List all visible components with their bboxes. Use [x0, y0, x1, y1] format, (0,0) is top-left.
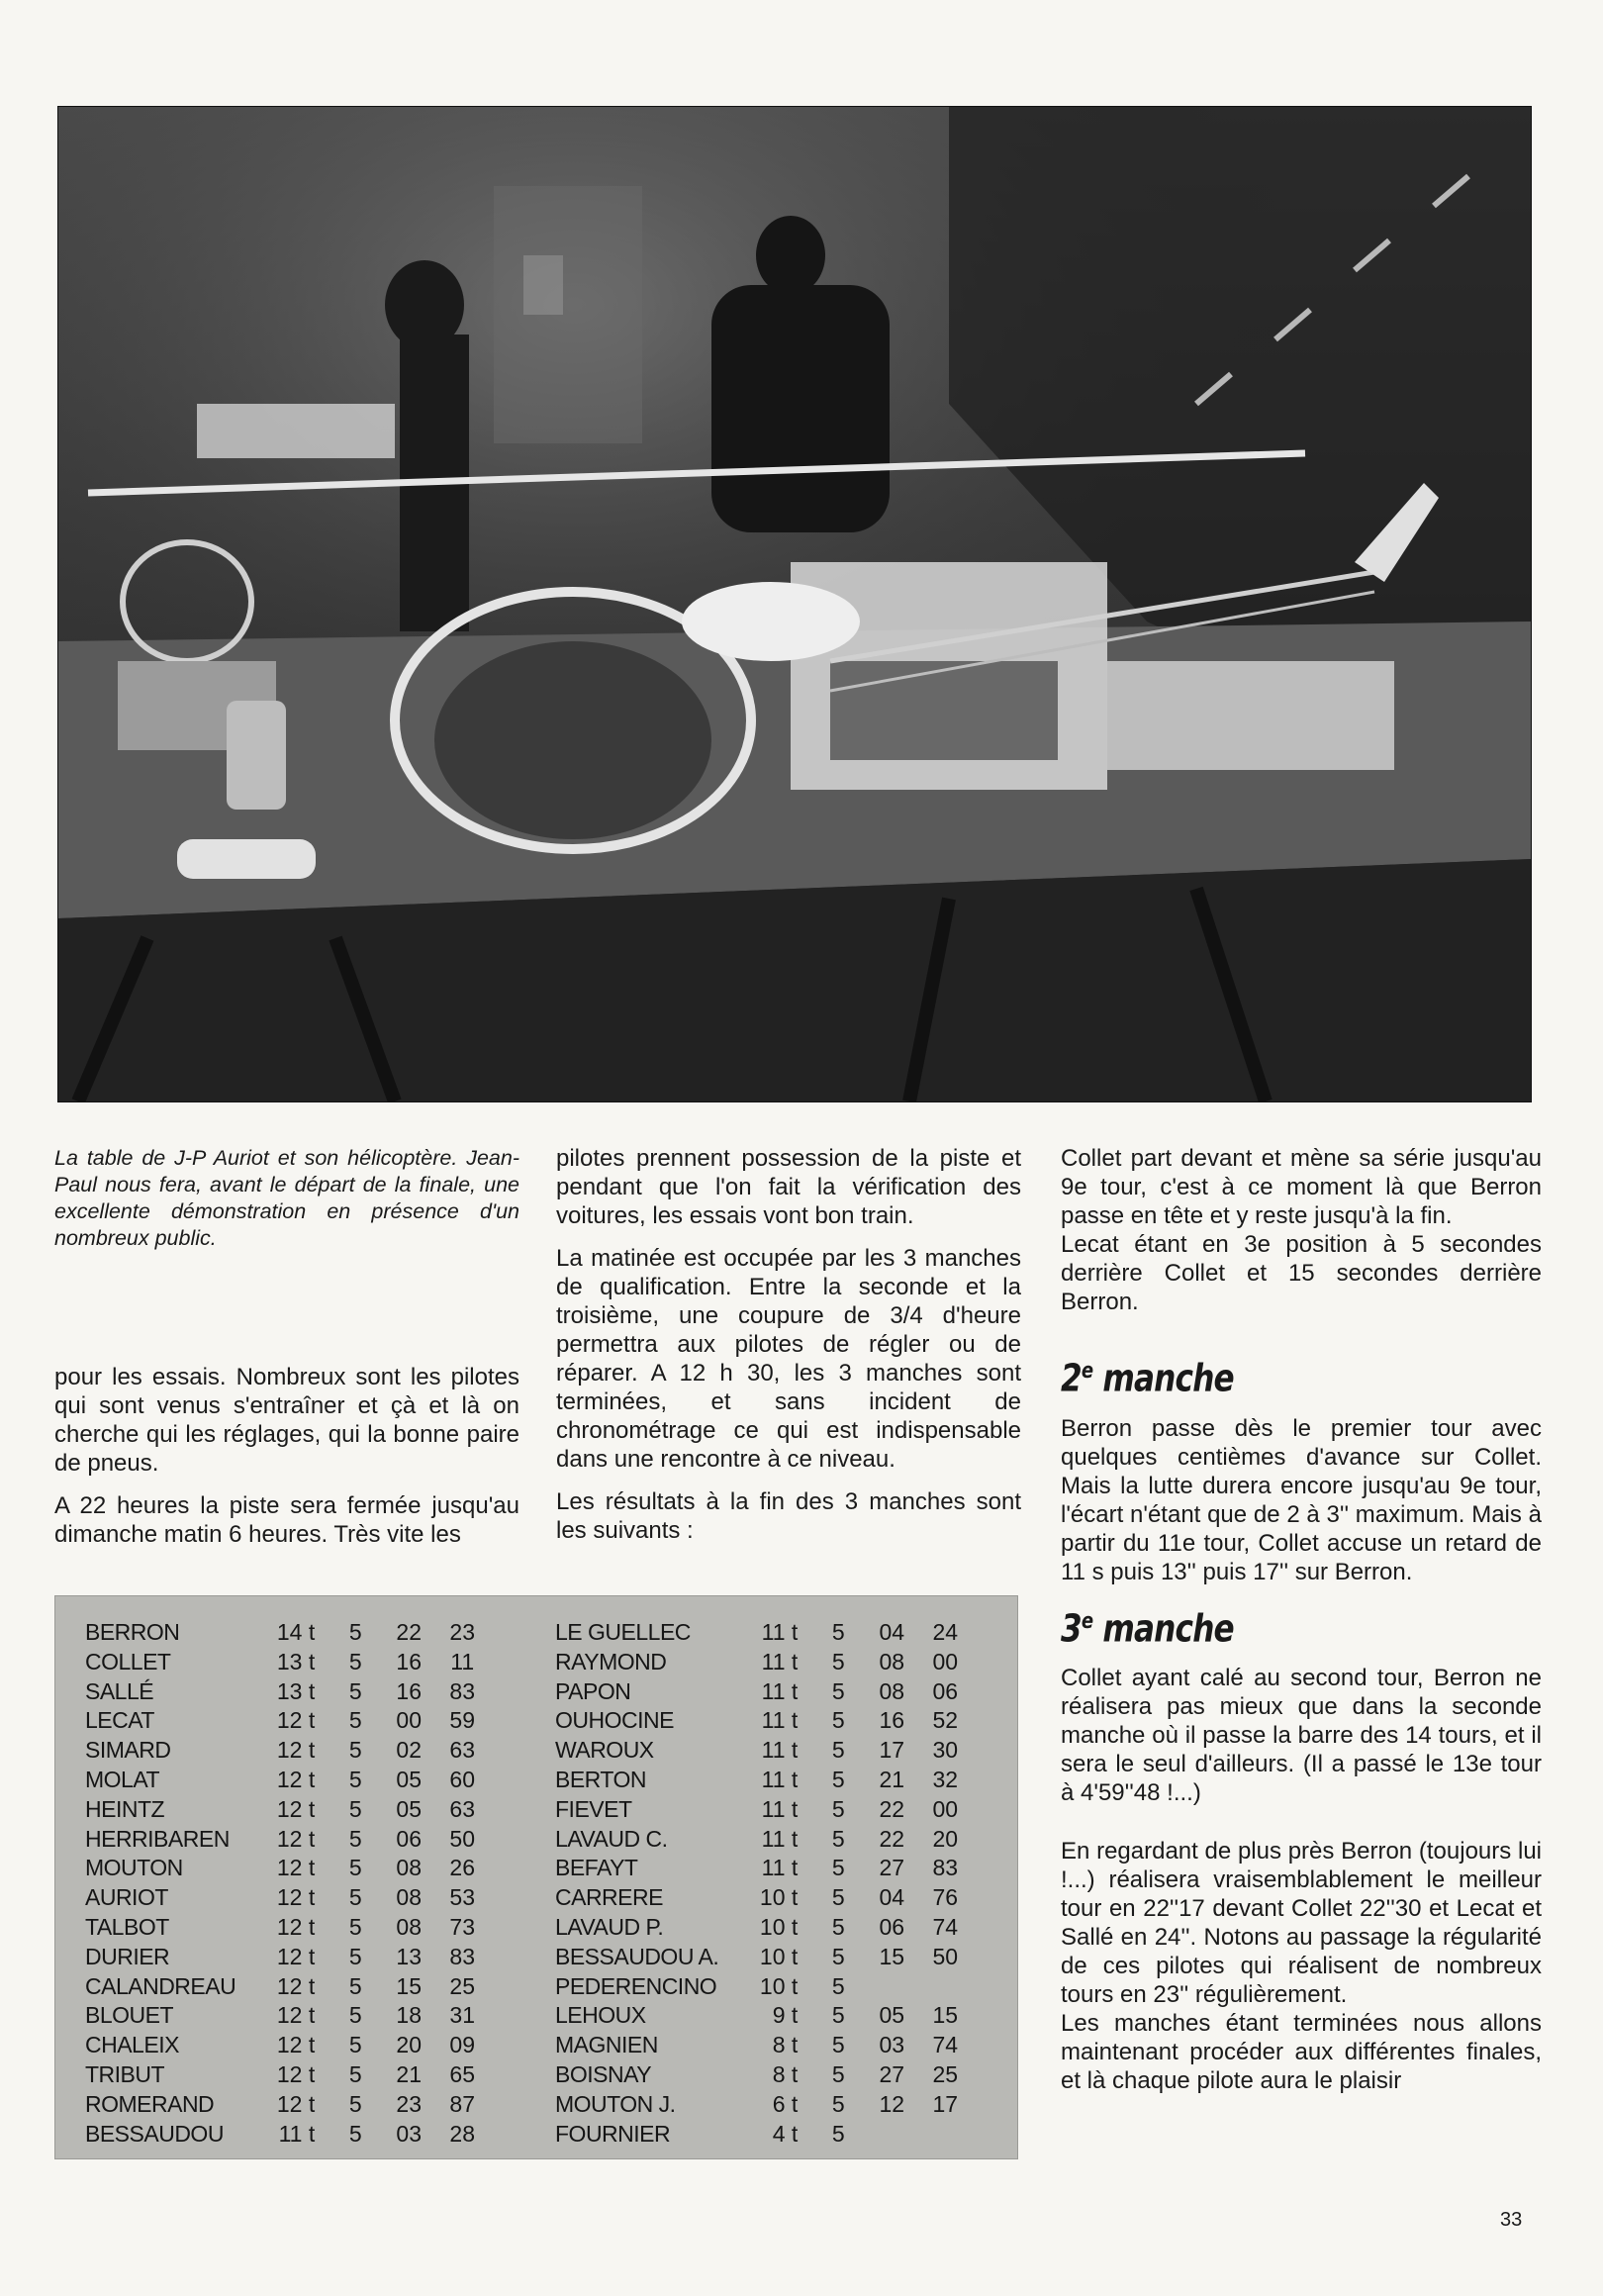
result-c: 60	[449, 1766, 476, 1792]
result-s: 27	[879, 1855, 905, 1881]
table-row	[85, 1943, 489, 1972]
result-c: 28	[449, 2120, 476, 2147]
result-name: AURIOT	[85, 1884, 168, 1911]
result-s: 17	[879, 1737, 905, 1764]
result-s: 05	[396, 1795, 423, 1822]
result-tours: 12 t	[276, 2032, 316, 2058]
result-name: BERRON	[85, 1619, 180, 1645]
result-s: 03	[879, 2032, 905, 2058]
result-m: 5	[831, 1943, 845, 1969]
table-row	[555, 2090, 972, 2120]
result-name: HERRIBAREN	[85, 1825, 230, 1852]
result-c: 63	[449, 1795, 476, 1822]
result-s: 02	[396, 1737, 423, 1764]
paragraph: La matinée est occupée par les 3 manches de qualification. Entre la seconde et la troisième, une coupure de 3/4 d'heure permettra aux pilotes de régler ou de réparer. A 12 h 30, les 3 manches sont terminées, et sans incident de chronométrage ce qui est indispensable dans une rencontre à ce niveau.	[556, 1245, 1021, 1473]
result-tours: 12 t	[276, 2090, 316, 2117]
table-row	[85, 1706, 489, 1736]
result-m: 5	[831, 1737, 845, 1764]
result-tours: 12 t	[276, 1972, 316, 1999]
result-c: 30	[932, 1737, 959, 1764]
table-row	[85, 1972, 489, 2002]
result-name: LEHOUX	[555, 2002, 646, 2029]
result-c: 09	[449, 2032, 476, 2058]
result-c: 32	[932, 1766, 959, 1792]
table-row	[85, 2060, 489, 2090]
result-name: HEINTZ	[85, 1795, 165, 1822]
table-row	[555, 1648, 972, 1677]
result-name: BERTON	[555, 1766, 647, 1792]
table-row	[85, 1736, 489, 1766]
result-m: 5	[831, 2002, 845, 2029]
result-c: 24	[932, 1619, 959, 1645]
result-tours: 13 t	[276, 1677, 316, 1704]
result-tours: 9 t	[772, 2002, 799, 2029]
result-s: 08	[396, 1884, 423, 1911]
result-c: 23	[449, 1619, 476, 1645]
result-c: 59	[449, 1707, 476, 1734]
heading-word: manche	[1102, 1356, 1234, 1400]
result-name: MOUTON J.	[555, 2090, 676, 2117]
result-m: 5	[348, 2060, 362, 2087]
result-name: SIMARD	[85, 1737, 171, 1764]
result-s: 05	[396, 1766, 423, 1792]
table-row	[85, 1677, 489, 1707]
result-c	[918, 2120, 972, 2150]
result-c: 83	[449, 1677, 476, 1704]
result-s: 00	[396, 1707, 423, 1734]
result-name: OUHOCINE	[555, 1707, 674, 1734]
result-m: 5	[348, 1619, 362, 1645]
result-s: 16	[396, 1677, 423, 1704]
result-s: 03	[396, 2120, 423, 2147]
result-name: CALANDREAU	[85, 1972, 236, 1999]
result-m: 5	[831, 1766, 845, 1792]
heading-superscript: e	[1081, 1359, 1093, 1384]
result-tours: 12 t	[276, 1737, 316, 1764]
paragraph: Lecat étant en 3e position à 5 secondes derrière Collet et 15 secondes derrière Berron.	[1061, 1231, 1542, 1315]
result-name: BEFAYT	[555, 1855, 638, 1881]
result-name: RAYMOND	[555, 1648, 667, 1674]
table-row	[85, 1854, 489, 1883]
result-tours: 11 t	[761, 1795, 799, 1822]
result-s: 04	[879, 1884, 905, 1911]
table-row	[85, 1825, 489, 1855]
result-tours: 10 t	[759, 1943, 799, 1969]
result-c: 74	[932, 1913, 959, 1940]
result-s: 15	[879, 1943, 905, 1969]
result-s: 08	[879, 1677, 905, 1704]
result-m: 5	[831, 2032, 845, 2058]
table-row	[555, 1618, 972, 1648]
result-m: 5	[831, 1677, 845, 1704]
heading-word: manche	[1102, 1606, 1234, 1651]
result-tours: 6 t	[772, 2090, 799, 2117]
result-c: 17	[932, 2090, 959, 2117]
result-name: LAVAUD P.	[555, 1913, 664, 1940]
result-m: 5	[348, 1648, 362, 1674]
result-m: 5	[831, 2090, 845, 2117]
result-tours: 11 t	[761, 1766, 799, 1792]
result-tours: 11 t	[278, 2120, 316, 2147]
result-c: 50	[932, 1943, 959, 1969]
result-s: 21	[396, 2060, 423, 2087]
result-c: 83	[449, 1943, 476, 1969]
result-name: ROMERAND	[85, 2090, 215, 2117]
heading-number: 3	[1061, 1606, 1082, 1651]
result-s: 08	[396, 1913, 423, 1940]
result-c: 11	[450, 1648, 475, 1674]
result-m: 5	[831, 1825, 845, 1852]
result-s: 06	[396, 1825, 423, 1852]
paragraph: pilotes prennent possession de la piste et pendant que l'on fait la vérification des voitures, les essais vont bon train.	[556, 1145, 1021, 1229]
result-name: BESSAUDOU A.	[555, 1943, 719, 1969]
result-m: 5	[831, 1619, 845, 1645]
results-table	[54, 1595, 1018, 2159]
result-tours: 10 t	[759, 1913, 799, 1940]
result-name: FIEVET	[555, 1795, 632, 1822]
result-s: 22	[396, 1619, 423, 1645]
result-m: 5	[831, 1884, 845, 1911]
result-tours: 12 t	[276, 1913, 316, 1940]
result-m: 5	[831, 1648, 845, 1674]
result-name: LAVAUD C.	[555, 1825, 668, 1852]
result-m: 5	[348, 1825, 362, 1852]
result-name: BLOUET	[85, 2002, 174, 2029]
page-number: 33	[1500, 2209, 1523, 2231]
result-m: 5	[348, 2120, 362, 2147]
results-table-right	[555, 1618, 972, 2149]
result-name: CHALEIX	[85, 2032, 179, 2058]
result-c: 63	[449, 1737, 476, 1764]
result-name: MAGNIEN	[555, 2032, 658, 2058]
result-tours: 10 t	[759, 1972, 799, 1999]
result-name: MOUTON	[85, 1855, 183, 1881]
result-name: DURIER	[85, 1943, 170, 1969]
helicopter-photo	[57, 106, 1532, 1102]
result-c: 31	[449, 2002, 476, 2029]
result-c: 76	[932, 1884, 959, 1911]
paragraph: En regardant de plus près Berron (toujours lui !...) réalisera vraisemblablement le meilleur tour en 22''17 devant Collet 22''30 et Lecat et Sallé en 24''. Notons au passage la régularité de ces pilotes qui réalisent de nombreux tours en 23'' régulièrement.	[1061, 1838, 1542, 2009]
result-s: 06	[879, 1913, 905, 1940]
result-tours: 8 t	[772, 2060, 799, 2087]
paragraph: Collet ayant calé au second tour, Berron ne réalisera pas mieux que dans la seconde manche où il passe la barre des 14 tours, et il sera le seul d'ailleurs. (Il a passé le 13e tour à 4'59''48 !...)	[1061, 1665, 1542, 1807]
result-c: 53	[449, 1884, 476, 1911]
result-m: 5	[348, 1972, 362, 1999]
result-m: 5	[831, 1913, 845, 1940]
result-s: 16	[396, 1648, 423, 1674]
result-tours: 12 t	[276, 1884, 316, 1911]
table-row	[555, 1736, 972, 1766]
result-s: 08	[396, 1855, 423, 1881]
result-m: 5	[348, 2032, 362, 2058]
result-s: 23	[396, 2090, 423, 2117]
result-tours: 11 t	[761, 1619, 799, 1645]
table-row	[555, 2001, 972, 2031]
result-m: 5	[348, 1884, 362, 1911]
table-row	[555, 1913, 972, 1943]
result-c	[918, 1972, 972, 2002]
result-name: BESSAUDOU	[85, 2120, 224, 2147]
result-tours: 12 t	[276, 1795, 316, 1822]
result-tours: 12 t	[276, 1943, 316, 1969]
result-tours: 11 t	[761, 1707, 799, 1734]
result-tours: 12 t	[276, 1855, 316, 1881]
result-tours: 12 t	[276, 1766, 316, 1792]
result-name: SALLÉ	[85, 1677, 154, 1704]
table-row	[555, 2120, 972, 2150]
heading-superscript: e	[1081, 1608, 1093, 1634]
result-s: 20	[396, 2032, 423, 2058]
result-c: 15	[932, 2002, 959, 2029]
result-m: 5	[831, 1707, 845, 1734]
paragraph: A 22 heures la piste sera fermée jusqu'au dimanche matin 6 heures. Très vite les	[54, 1492, 519, 1548]
table-row	[85, 2090, 489, 2120]
table-row	[85, 1883, 489, 1913]
result-c: 74	[932, 2032, 959, 2058]
result-s: 13	[396, 1943, 423, 1969]
table-row	[555, 1766, 972, 1795]
helicopter-photo-illustration	[58, 107, 1531, 1101]
result-tours: 8 t	[772, 2032, 799, 2058]
column-2-text	[556, 1144, 1021, 1559]
result-tours: 4 t	[772, 2120, 799, 2147]
result-tours: 11 t	[761, 1737, 799, 1764]
result-tours: 12 t	[276, 2002, 316, 2029]
paragraph: Berron passe dès le premier tour avec quelques centièmes d'avance sur Collet. Mais la lutte durera encore jusqu'au 9e tour, l'écart n'étant que de 2 à 3'' maximum. Mais à partir du 11e tour, Collet accuse un retard de 11 s puis 13'' puis 17'' sur Berron.	[1061, 1414, 1542, 1585]
result-tours: 11 t	[761, 1677, 799, 1704]
table-row	[85, 1795, 489, 1825]
table-row	[85, 2120, 489, 2150]
result-tours: 12 t	[276, 1825, 316, 1852]
paragraph: Les manches étant terminées nous allons maintenant procéder aux différentes finales, et là chaque pilote aura le plaisir	[1061, 2010, 1542, 2095]
result-tours: 10 t	[759, 1884, 799, 1911]
result-tours: 13 t	[276, 1648, 316, 1674]
paragraph: pour les essais. Nombreux sont les pilotes qui sont venus s'entraîner et çà et là on cherche qui les réglages, qui la bonne paire de pneus.	[54, 1364, 519, 1477]
result-c: 83	[932, 1855, 959, 1881]
result-name: PAPON	[555, 1677, 631, 1704]
result-s: 22	[879, 1795, 905, 1822]
result-m: 5	[831, 2120, 845, 2147]
result-name: CARRERE	[555, 1884, 663, 1911]
result-s: 18	[396, 2002, 423, 2029]
result-m: 5	[348, 2090, 362, 2117]
result-m: 5	[348, 1766, 362, 1792]
result-tours: 14 t	[276, 1619, 316, 1645]
result-s: 21	[879, 1766, 905, 1792]
result-s: 04	[879, 1619, 905, 1645]
column-1-text	[54, 1363, 519, 1563]
result-c: 25	[932, 2060, 959, 2087]
table-row	[555, 2060, 972, 2090]
table-row	[555, 1825, 972, 1855]
result-m: 5	[348, 2002, 362, 2029]
result-tours: 11 t	[761, 1825, 799, 1852]
result-m: 5	[348, 1677, 362, 1704]
result-name: PEDERENCINO	[555, 1972, 717, 1999]
result-c: 87	[449, 2090, 476, 2117]
table-row	[555, 1883, 972, 1913]
result-s	[865, 2120, 918, 2150]
result-c: 73	[449, 1913, 476, 1940]
result-c: 20	[932, 1825, 959, 1852]
result-c: 65	[449, 2060, 476, 2087]
result-m: 5	[348, 1913, 362, 1940]
result-name: MOLAT	[85, 1766, 160, 1792]
result-name: WAROUX	[555, 1737, 654, 1764]
result-c: 00	[932, 1648, 959, 1674]
result-s: 12	[879, 2090, 905, 2117]
result-c: 26	[449, 1855, 476, 1881]
result-s: 27	[879, 2060, 905, 2087]
result-m: 5	[348, 1943, 362, 1969]
result-tours: 12 t	[276, 1707, 316, 1734]
result-s: 05	[879, 2002, 905, 2029]
result-m: 5	[348, 1707, 362, 1734]
table-row	[85, 2031, 489, 2060]
table-row	[555, 1972, 972, 2002]
result-m: 5	[348, 1855, 362, 1881]
result-name: TRIBUT	[85, 2060, 165, 2087]
result-name: LE GUELLEC	[555, 1619, 691, 1645]
result-m: 5	[348, 1737, 362, 1764]
table-row	[555, 1677, 972, 1707]
table-row	[555, 2031, 972, 2060]
result-m: 5	[348, 1795, 362, 1822]
result-name: COLLET	[85, 1648, 171, 1674]
result-c: 25	[449, 1972, 476, 1999]
photo-caption: La table de J-P Auriot et son hélicoptère. Jean-Paul nous fera, avant le départ de la finale, une excellente démonstration en présence d'un nombreux public.	[54, 1146, 519, 1250]
heading-manche-2	[1061, 1350, 1456, 1400]
result-c: 50	[449, 1825, 476, 1852]
paragraph: Les résultats à la fin des 3 manches sont les suivants :	[556, 1488, 1021, 1544]
result-m: 5	[831, 1972, 845, 1999]
table-row	[85, 1618, 489, 1648]
result-m: 5	[831, 2060, 845, 2087]
result-name: TALBOT	[85, 1913, 169, 1940]
result-s	[865, 1972, 918, 2002]
result-s: 22	[879, 1825, 905, 1852]
column-3-text	[1061, 1144, 1542, 2109]
table-row	[555, 1854, 972, 1883]
table-row	[85, 1648, 489, 1677]
result-tours: 11 t	[761, 1648, 799, 1674]
result-s: 15	[396, 1972, 423, 1999]
result-c: 06	[932, 1677, 959, 1704]
table-row	[555, 1795, 972, 1825]
paragraph: Collet part devant et mène sa série jusqu'au 9e tour, c'est à ce moment là que Berron passe en tête et y reste jusqu'à la fin.	[1061, 1145, 1542, 1229]
result-tours: 12 t	[276, 2060, 316, 2087]
results-table-left	[85, 1618, 489, 2149]
table-row	[85, 1766, 489, 1795]
result-s: 16	[879, 1707, 905, 1734]
result-c: 00	[932, 1795, 959, 1822]
table-row	[555, 1943, 972, 1972]
result-m: 5	[831, 1795, 845, 1822]
result-c: 52	[932, 1707, 959, 1734]
result-name: FOURNIER	[555, 2120, 671, 2147]
result-m: 5	[831, 1855, 845, 1881]
heading-manche-3	[1061, 1600, 1456, 1651]
table-row	[85, 1913, 489, 1943]
table-row	[555, 1706, 972, 1736]
result-s: 08	[879, 1648, 905, 1674]
result-name: BOISNAY	[555, 2060, 652, 2087]
table-row	[85, 2001, 489, 2031]
result-name: LECAT	[85, 1707, 154, 1734]
heading-number: 2	[1061, 1356, 1082, 1400]
result-tours: 11 t	[761, 1855, 799, 1881]
